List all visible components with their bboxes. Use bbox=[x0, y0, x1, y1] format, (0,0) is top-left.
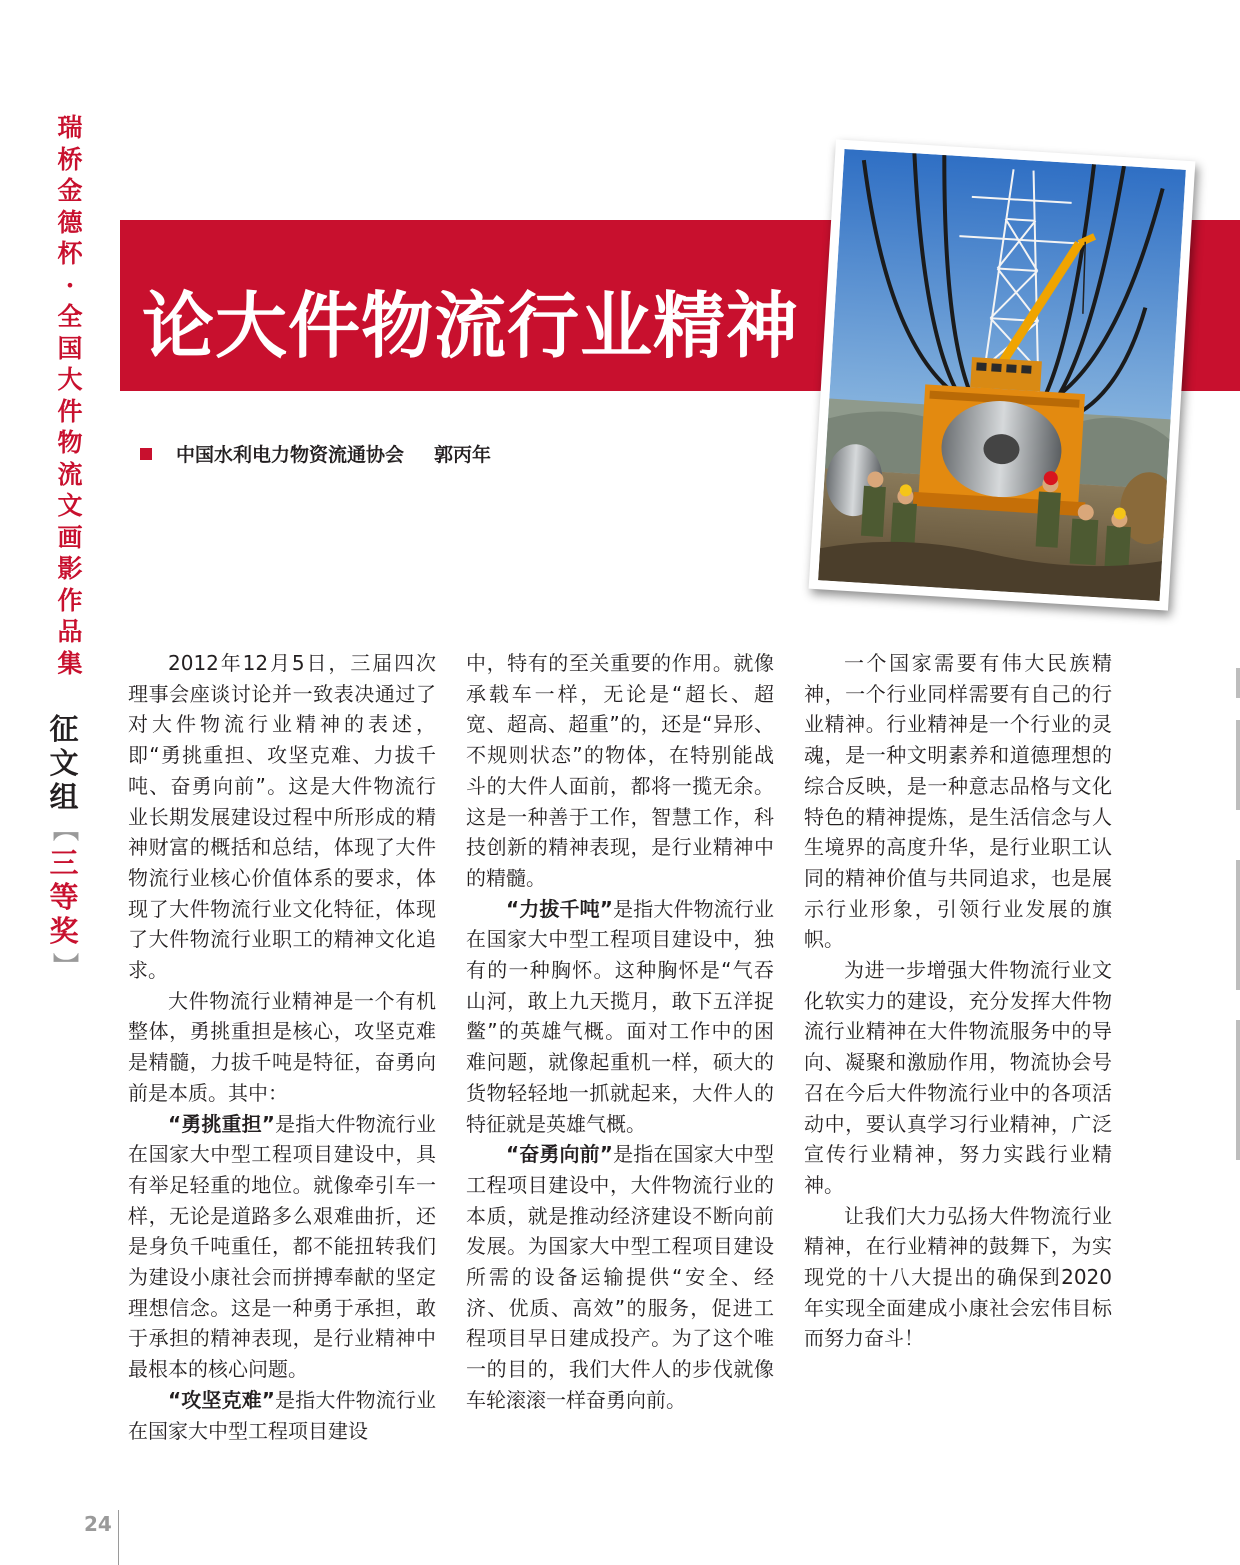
byline-author: 郭丙年 bbox=[434, 444, 492, 466]
paragraph bbox=[466, 1139, 774, 1415]
series-title-char: 杯 bbox=[57, 239, 83, 268]
keyword: “勇挑重担” bbox=[168, 1111, 275, 1136]
series-title-char: 德 bbox=[57, 207, 83, 237]
award-char: 等 bbox=[49, 880, 79, 914]
paragraph: 大件物流行业精神是一个有机整体，勇挑重担是核心，攻坚克难是精髓，力拔千吨是特征，奋勇向前是本质。其中： bbox=[128, 988, 436, 1105]
series-title-char: 作 bbox=[57, 585, 83, 615]
series-title-char: 金 bbox=[57, 176, 83, 205]
paragraph-text: 是指大件物流行业在国家大中型工程项目建设中，独有的一种胸怀。这种胸怀是“气吞山河，敢上九天揽月，敢下五洋捉鳖”的英雄气概。面对工作中的困难问题，就像起重机一样，硕大的货物轻轻地一抓就起来，大件人的特征就是英雄气概。 bbox=[466, 896, 775, 1136]
paragraph-continued: 中，特有的至关重要的作用。就像承载车一样，无论是“超长、超宽、超高、超重”的，还是“异形、不规则状态”的物体，在特别能战斗的大件人面前，都将一揽无余。这是一种善于工作，智慧工作，科技创新的精神表现，是行业精神中的精髓。 bbox=[466, 651, 774, 890]
paragraph: 让我们大力弘扬大件物流行业精神，在行业精神的鼓舞下，为实现党的十八大提出的确保到2020年实现全面建成小康社会宏伟目标而努力奋斗！ bbox=[804, 1203, 1112, 1351]
group-label-char: 文 bbox=[49, 746, 79, 780]
text-column-1 bbox=[128, 648, 436, 1446]
series-title-char: 文 bbox=[57, 491, 83, 520]
byline bbox=[140, 440, 491, 467]
group-label-char: 组 bbox=[49, 780, 79, 814]
byline-organization: 中国水利电力物资流通协会 bbox=[176, 444, 405, 466]
keyword: “力拔千吨” bbox=[506, 896, 613, 921]
series-title-char: · bbox=[65, 270, 75, 300]
series-title-char: 国 bbox=[57, 333, 83, 363]
text-column-3 bbox=[804, 648, 1112, 1354]
paragraph-text: 是指在国家大中型工程项目建设中，大件物流行业的本质，就是推动经济建设不断向前发展。为国家大中型工程项目建设所需的设备运输提供“安全、经济、优质、高效”的服务，促进工程项目早日建成投产。为了这个唯一的目的，我们大件人的步伐就像车轮滚滚一样奋勇向前。 bbox=[466, 1142, 775, 1412]
paragraph: 2012年12月5日，三届四次理事会座谈讨论并一致表决通过了对大件物流行业精神的表述，即“勇挑重担、攻坚克难、力拔千吨、奋勇向前”。这是大件物流行业长期发展建设过程中所形成的精神财富的概括和总结，体现了大件物流行业核心价值体系的要求，体现了大件物流行业文化特征，体现了大件物流行业职工的精神文化追求。 bbox=[128, 651, 436, 983]
edge-mark bbox=[1236, 1020, 1240, 1160]
page-divider bbox=[118, 1510, 119, 1565]
series-title-char: 全 bbox=[57, 302, 83, 331]
bracket-close: 】 bbox=[49, 951, 79, 978]
paragraph-text: 是指大件物流行业在国家大中型工程项目建设中，具有举足轻重的地位。就像牵引车一样，无论是道路多么艰难曲折，还是身负千吨重任，都不能扭转我们为建设小康社会而拼搏奉献的坚定理想信念。这是一种勇于承担，敢于承担的精神表现，是行业精神中最根本的核心问题。 bbox=[128, 1111, 437, 1382]
award-char: 奖 bbox=[49, 914, 79, 948]
paragraph bbox=[128, 1109, 436, 1385]
paragraph-text: 是指大件物流行业在国家大中型工程项目建设 bbox=[128, 1387, 437, 1443]
series-title-char: 画 bbox=[57, 522, 83, 552]
series-title-char: 品 bbox=[57, 617, 83, 646]
group-label-char: 征 bbox=[49, 712, 79, 746]
paragraph bbox=[128, 1385, 436, 1446]
series-title-char: 桥 bbox=[57, 144, 83, 174]
edge-mark bbox=[1236, 860, 1240, 990]
series-title-vertical bbox=[50, 112, 90, 679]
bracket-open: 【 bbox=[49, 815, 79, 842]
edge-mark bbox=[1236, 668, 1240, 698]
byline-square-icon bbox=[140, 448, 152, 460]
award-group-vertical bbox=[44, 712, 84, 978]
series-title-char: 瑞 bbox=[57, 113, 83, 142]
paragraph bbox=[466, 894, 774, 1140]
series-title-char: 影 bbox=[57, 554, 83, 583]
edge-mark bbox=[1236, 720, 1240, 810]
series-title-char: 件 bbox=[57, 396, 83, 426]
award-char: 三 bbox=[49, 846, 79, 880]
series-title-char: 物 bbox=[57, 428, 83, 457]
power-line-construction-photo bbox=[818, 149, 1186, 601]
paragraph: 为进一步增强大件物流行业文化软实力的建设，充分发挥大件物流行业精神在大件物流服务中的导向、凝聚和激励作用，物流协会号召在今后大件物流行业中的各项活动中，要认真学习行业精神，广泛宣传行业精神，努力实践行业精神。 bbox=[804, 958, 1112, 1197]
keyword: “奋勇向前” bbox=[506, 1142, 613, 1167]
text-column-2 bbox=[466, 648, 774, 1416]
page-number: 24 bbox=[84, 1512, 112, 1536]
series-title-char: 大 bbox=[57, 365, 83, 394]
keyword: “攻坚克难” bbox=[168, 1387, 275, 1412]
article-title: 论大件物流行业精神 bbox=[142, 283, 800, 368]
series-title-char: 集 bbox=[57, 648, 83, 678]
series-title-char: 流 bbox=[57, 459, 83, 489]
paragraph: 一个国家需要有伟大民族精神，一个行业同样需要有自己的行业精神。行业精神是一个行业的灵魂，是一种文明素养和道德理想的综合反映，是一种意志品格与文化特色的精神提炼，是生活信念与人生境界的高度升华，是行业职工认同的精神价值与共同追求，也是展示行业形象，引领行业发展的旗帜。 bbox=[804, 651, 1112, 952]
article-photo bbox=[809, 139, 1196, 610]
